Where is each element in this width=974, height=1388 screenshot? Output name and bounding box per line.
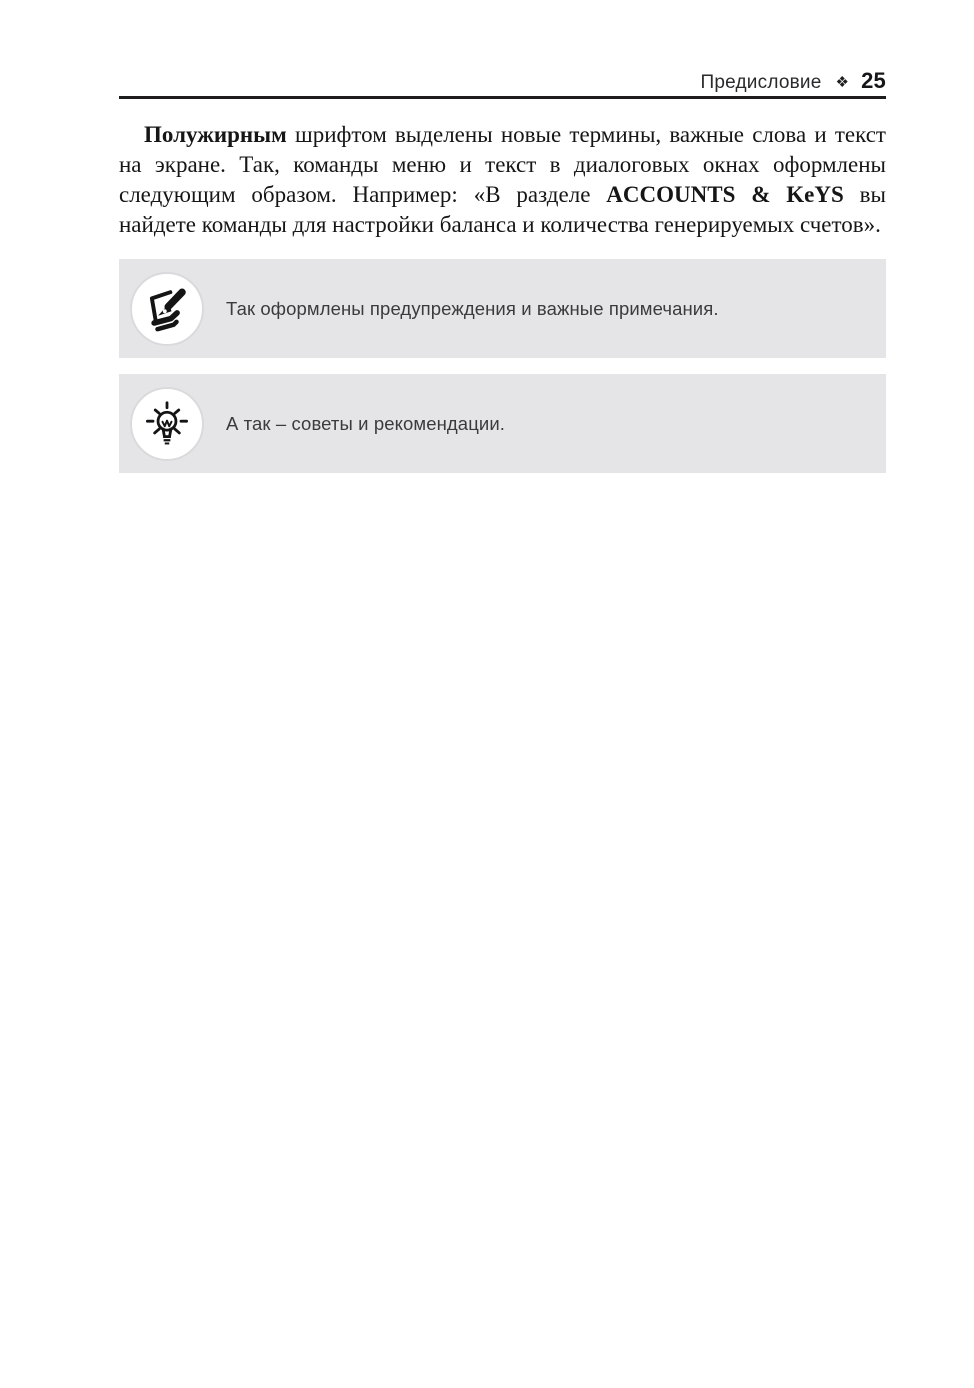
paragraph-text-tail: вы найдете команды для настройки баланса и количества генерируемых счетов». [119,182,886,237]
lightbulb-icon [130,387,204,461]
bold-term: Полужирным [144,122,287,147]
note-text: А так – советы и рекомендации. [226,412,506,434]
bold-ui-reference: ACCOUNTS & KeYS [606,182,844,207]
header-section-title: Предисловие [700,72,822,93]
pen-note-icon [130,272,204,346]
running-head [119,68,886,94]
page-number: 25 [861,68,886,93]
header-rule [119,96,886,99]
body-paragraph [119,120,886,240]
note-text: Так оформлены предупреждения и важные примечания. [226,297,719,319]
paragraph-text: шрифтом выделены новые термины, важные слова и текст на экране. Так, команды меню и текст в диалоговых окнах оформлены следующим образом. Например: «В разделе [119,122,886,207]
note-box-warning [119,259,886,358]
note-box-tip [119,374,886,473]
diamond-separator-icon: ❖ [835,74,850,91]
